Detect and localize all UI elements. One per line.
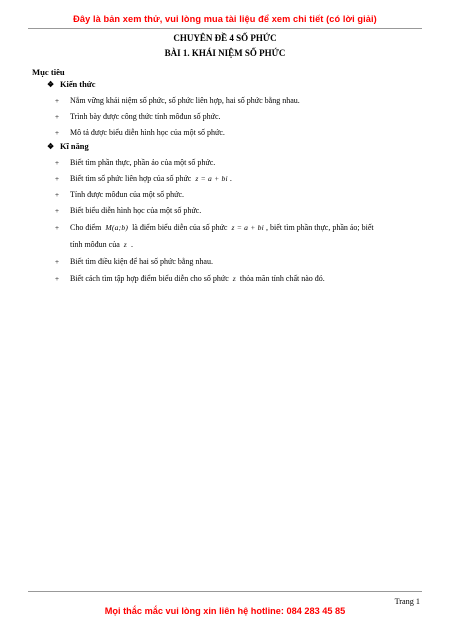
skills-title: Kĩ năng <box>60 142 89 151</box>
skills-item-5-text-a: Cho điểm <box>70 223 102 232</box>
plus-icon: + <box>54 128 60 137</box>
formula-z: z <box>123 240 127 249</box>
page-number: Trang 1 <box>394 597 420 606</box>
skills-item-7 <box>70 270 430 288</box>
plus-icon: + <box>54 174 60 183</box>
skills-item-7-text-b: thỏa mãn tính chất nào đó. <box>239 274 325 283</box>
skills-item-4: Biết biểu diễn hình học của một số phức. <box>70 206 202 215</box>
knowledge-item-3: Mô tả được biểu diễn hình học của một số phức. <box>70 128 225 137</box>
plus-icon: + <box>54 223 60 232</box>
knowledge-item-1: Nắm vững khái niệm số phức, số phức liên hợp, hai số phức bằng nhau. <box>70 96 300 105</box>
skills-heading <box>47 142 89 151</box>
skills-item-6: Biết tìm điều kiện để hai số phức bằng nhau. <box>70 257 213 266</box>
plus-icon: + <box>54 206 60 215</box>
knowledge-item-2: Trình bày được công thức tính môđun số phức. <box>70 112 221 121</box>
skills-item-5-text-b: là điểm biểu diễn của số phức <box>132 223 228 232</box>
plus-icon: + <box>54 274 60 283</box>
diamond-icon: ❖ <box>47 80 55 89</box>
plus-icon: + <box>54 190 60 199</box>
formula-point-m: M(a;b) <box>105 223 129 232</box>
skills-item-2-end: . <box>229 174 232 183</box>
lesson-title: BÀI 1. KHÁI NIỆM SỐ PHỨC <box>164 48 286 58</box>
plus-icon: + <box>54 96 60 105</box>
formula-z: z <box>232 274 236 283</box>
plus-icon: + <box>54 158 60 167</box>
skills-item-5-text-d: tính môđun của <box>70 240 120 249</box>
skills-item-5-text-c: , biết tìm phần thực, phần ảo; biết <box>266 223 374 232</box>
knowledge-title: Kiến thức <box>60 80 96 89</box>
diamond-icon: ❖ <box>47 142 55 151</box>
skills-item-5-text-e: . <box>130 240 133 249</box>
chapter-title: CHUYÊN ĐỀ 4 SỐ PHỨC <box>173 33 277 43</box>
skills-item-5-line2 <box>70 236 430 254</box>
formula-z: z = a + bi <box>231 223 264 232</box>
skills-item-3: Tính được môđun của một số phức. <box>70 190 184 199</box>
plus-icon: + <box>54 112 60 121</box>
knowledge-heading <box>47 80 96 89</box>
plus-icon: + <box>54 257 60 266</box>
hotline-banner: Mọi thắc mắc vui lòng xin liên hệ hotline: 084 283 45 85 <box>104 606 346 616</box>
preview-notice: Đây là bản xem thử, vui lòng mua tài liệu để xem chi tiết (có lời giải) <box>73 14 377 24</box>
header-divider <box>28 28 422 29</box>
formula-z: z = a + bi <box>195 174 228 183</box>
skills-item-1: Biết tìm phần thực, phần ảo của một số phức. <box>70 158 216 167</box>
skills-item-7-text-a: Biết cách tìm tập hợp điểm biểu diễn cho số phức <box>70 274 229 283</box>
skills-item-5-line1 <box>70 219 430 237</box>
objectives-heading: Mục tiêu <box>32 67 65 77</box>
footer-divider <box>28 591 422 592</box>
skills-item-2-text: Biết tìm số phức liên hợp của số phức <box>70 174 192 183</box>
